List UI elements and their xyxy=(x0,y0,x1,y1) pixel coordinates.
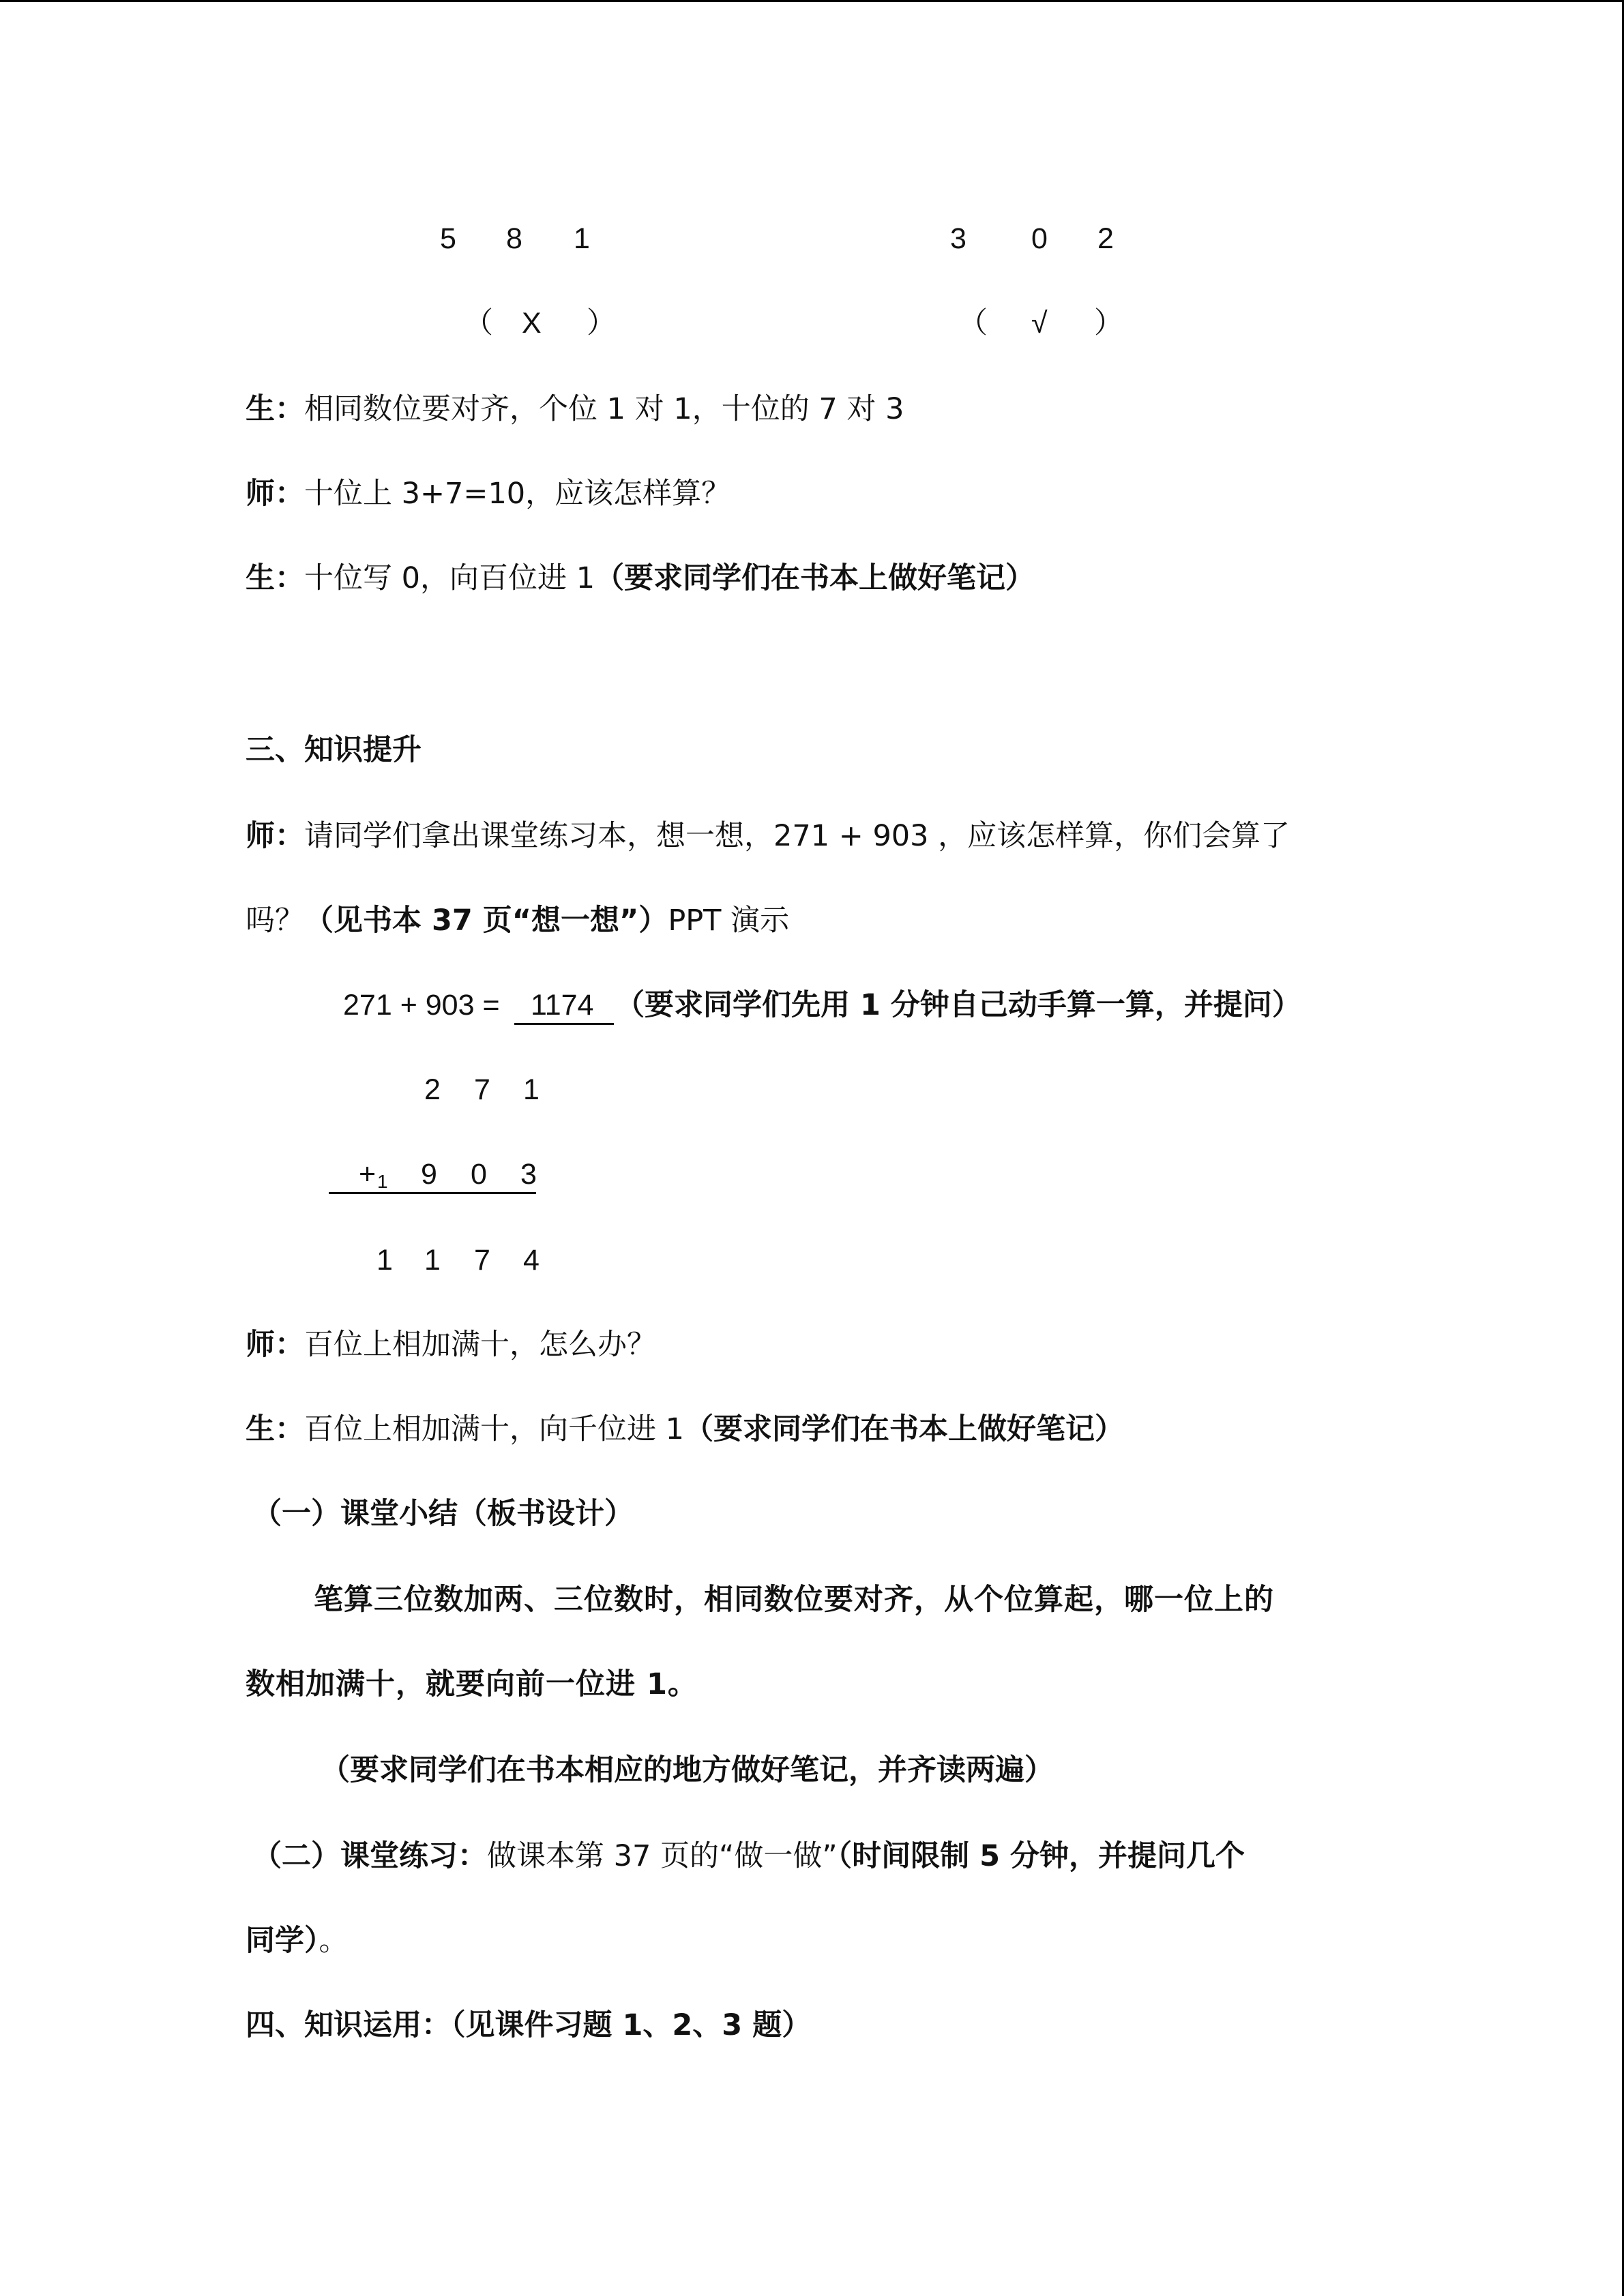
equation-line xyxy=(343,985,500,1026)
dialogue-note: （见书本 37 页“想一想”） xyxy=(304,904,668,938)
section-4-heading: 四、知识运用： xyxy=(246,2008,451,2042)
dialogue-text: 十位写 0，向百位进 1 xyxy=(304,561,595,595)
judge-left-open: （ xyxy=(464,306,493,340)
dialogue-text: 请同学们拿出课堂练习本，想一想，271 + 903 ，应该怎样算，你们会算了 xyxy=(304,819,1290,853)
practice-text: 做课本第 37 页的“做一做” xyxy=(487,1839,838,1873)
speaker-label: 师： xyxy=(246,477,304,511)
sum-line xyxy=(329,1192,536,1194)
carry-digit: 1 xyxy=(377,1171,388,1192)
judge-right-close: ） xyxy=(1094,306,1123,340)
result-digit-tens: 7 xyxy=(474,1244,490,1277)
dialogue-text: 十位上 3+7=10，应该怎样算？ xyxy=(304,477,731,511)
row1-digit-hundreds: 2 xyxy=(424,1073,441,1106)
answer-underline xyxy=(514,1023,614,1025)
speaker-label: 师： xyxy=(246,819,304,853)
section-3-heading: 三、知识提升 xyxy=(246,733,422,767)
judge-left-mark: X xyxy=(522,307,542,340)
dialogue-6 xyxy=(246,1409,1124,1450)
dialogue-3 xyxy=(246,558,1035,599)
speaker-label: 生： xyxy=(246,561,304,595)
speaker-label: 师： xyxy=(246,1328,304,1362)
example-right-digit-1: 3 xyxy=(950,222,966,255)
dialogue-text: 相同数位要对齐，个位 1 对 1，十位的 7 对 3 xyxy=(304,392,904,426)
dialogue-text: 吗？ xyxy=(246,904,304,938)
row1-digit-tens: 7 xyxy=(474,1073,490,1106)
plus-sign: + xyxy=(359,1158,377,1191)
judge-right-mark: √ xyxy=(1031,307,1048,340)
practice-end: 。 xyxy=(319,1924,349,1958)
result-digit-hundreds: 1 xyxy=(424,1244,441,1277)
practice-line-2 xyxy=(246,1920,349,1961)
summary-heading: （一）课堂小结（板书设计） xyxy=(252,1497,634,1531)
dialogue-text-tail: PPT 演示 xyxy=(668,904,790,938)
practice-note: （时间限制 5 分钟，并提问几个 xyxy=(837,1839,1245,1873)
example-right-digit-2: 0 xyxy=(1031,222,1048,255)
dialogue-5 xyxy=(246,1324,656,1365)
dialogue-4-line-1 xyxy=(246,816,1290,856)
judge-left-close: ） xyxy=(587,306,616,340)
dialogue-1 xyxy=(246,389,904,430)
example-left-digit-1: 5 xyxy=(440,222,456,255)
dialogue-text: 百位上相加满十，向千位进 1 xyxy=(304,1412,685,1446)
row1-digit-ones: 1 xyxy=(523,1073,540,1106)
summary-text-line-2: 数相加满十，就要向前一位进 1。 xyxy=(246,1667,698,1701)
practice-line-1 xyxy=(252,1836,1245,1877)
dialogue-note: （要求同学们在书本上做好笔记） xyxy=(595,561,1035,595)
dialogue-text: 百位上相加满十，怎么办？ xyxy=(304,1328,656,1362)
result-digit-ones: 4 xyxy=(523,1244,540,1277)
section-4 xyxy=(246,2005,811,2046)
speaker-label: 生： xyxy=(246,392,304,426)
row2-digit-ones: 3 xyxy=(520,1158,537,1191)
judge-right-open: （ xyxy=(958,306,988,340)
row2-digit-hundreds: 9 xyxy=(421,1158,437,1191)
example-left-digit-3: 1 xyxy=(574,222,590,255)
section-4-note: （见课件习题 1、2、3 题） xyxy=(451,2008,812,2042)
page-border-top xyxy=(0,0,1624,2)
dialogue-4-line-2 xyxy=(246,900,789,941)
speaker-label: 生： xyxy=(246,1412,304,1446)
dialogue-2 xyxy=(246,473,730,514)
summary-text-line-1: 笔算三位数加两、三位数时，相同数位要对齐，从个位算起，哪一位上的 xyxy=(314,1583,1274,1617)
example-right-digit-3: 2 xyxy=(1097,222,1114,255)
example-left-digit-2: 8 xyxy=(506,222,522,255)
equation-answer: 1174 xyxy=(531,989,594,1022)
row2-digit-tens: 0 xyxy=(471,1158,487,1191)
practice-heading: （二）课堂练习： xyxy=(252,1839,487,1873)
practice-note-cont: 同学） xyxy=(246,1924,319,1958)
summary-note: （要求同学们在书本相应的地方做好笔记，并齐读两遍） xyxy=(321,1753,1054,1787)
equation-note: （要求同学们先用 1 分钟自己动手算一算，并提问） xyxy=(615,988,1301,1022)
equation-left: 271 + 903 = xyxy=(343,989,500,1022)
dialogue-note: （要求同学们在书本上做好笔记） xyxy=(684,1412,1125,1446)
result-digit-thousands: 1 xyxy=(377,1244,393,1277)
